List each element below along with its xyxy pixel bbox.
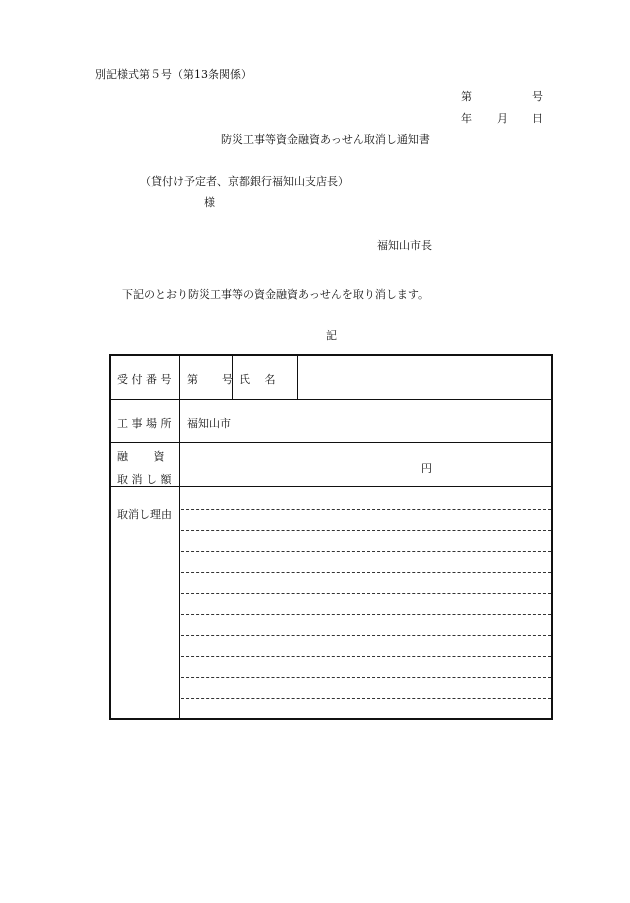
cancel-amount-label-line2: 取 消 し 額 xyxy=(117,473,172,486)
date-year-label: 年 xyxy=(461,112,472,125)
reason-line xyxy=(181,572,551,573)
row-divider xyxy=(111,399,551,400)
number-go-label: 号 xyxy=(532,90,543,103)
row-divider xyxy=(111,486,551,487)
body-text: 下記のとおり防災工事等の資金融資あっせんを取り消します。 xyxy=(122,288,430,301)
label-column-divider xyxy=(179,356,180,720)
honorific: 様 xyxy=(204,196,215,209)
cancel-amount-label-line1: 融 資 xyxy=(117,450,165,463)
reason-line xyxy=(181,593,551,594)
reason-line xyxy=(181,509,551,510)
number-dai-label: 第 xyxy=(461,90,472,103)
reason-line xyxy=(181,614,551,615)
reason-line xyxy=(181,677,551,678)
reason-line xyxy=(181,656,551,657)
ki-heading: 記 xyxy=(326,329,337,342)
name-label-divider xyxy=(297,356,298,399)
construction-site-label: 工 事 場 所 xyxy=(117,417,172,430)
receipt-number-label: 受 付 番 号 xyxy=(117,373,172,386)
cancel-reason-label: 取消し理由 xyxy=(117,508,172,521)
reason-line xyxy=(181,635,551,636)
notification-table xyxy=(109,354,553,720)
reason-line xyxy=(181,530,551,531)
reason-line xyxy=(181,698,551,699)
issuer: 福知山市長 xyxy=(377,239,432,252)
date-month-label: 月 xyxy=(497,112,508,125)
row-divider xyxy=(111,442,551,443)
construction-site-value[interactable]: 福知山市 xyxy=(187,417,231,430)
document-title: 防災工事等資金融資あっせん取消し通知書 xyxy=(221,133,430,146)
name-field[interactable] xyxy=(301,366,549,392)
receipt-go: 号 xyxy=(222,373,233,386)
receipt-dai: 第 xyxy=(187,373,198,386)
reason-line xyxy=(181,551,551,552)
date-day-label: 日 xyxy=(532,112,543,125)
addressee: （貸付け予定者、京都銀行福知山支店長） xyxy=(140,175,349,188)
yen-unit: 円 xyxy=(421,462,432,475)
name-label: 氏 名 xyxy=(239,373,276,386)
form-title: 別記様式第５号（第13条関係） xyxy=(95,68,252,81)
